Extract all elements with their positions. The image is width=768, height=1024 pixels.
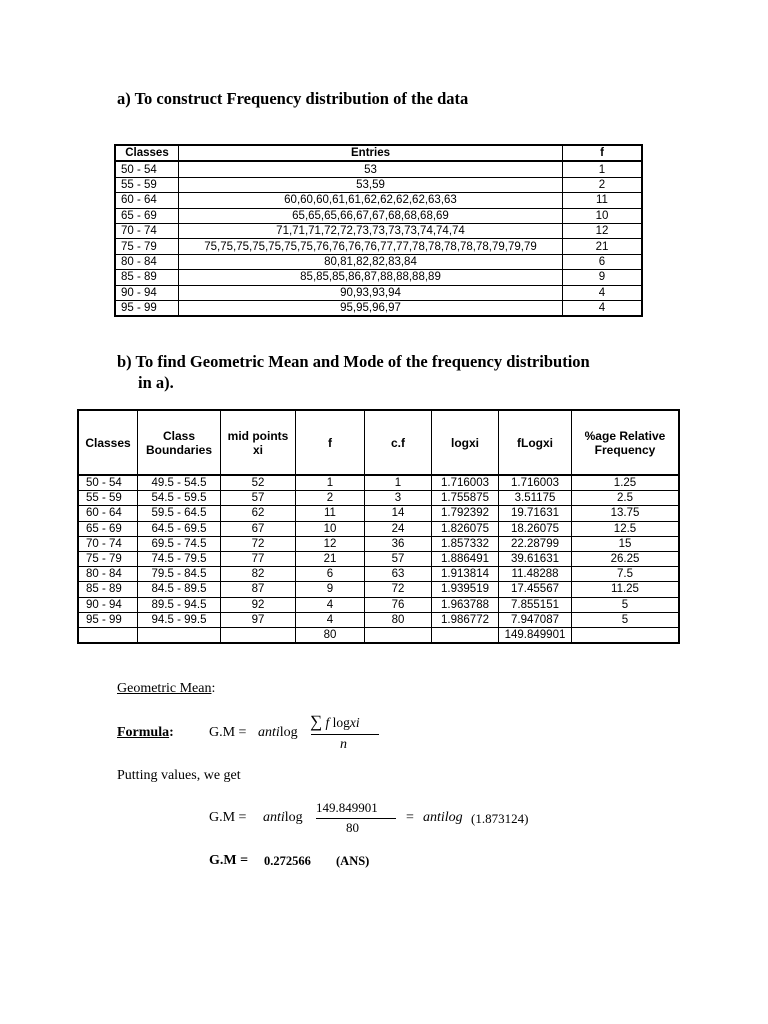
total-cell-cf [365, 627, 432, 643]
cell-relative-frequency: 5 [572, 597, 680, 612]
geometric-mean-table [77, 409, 680, 644]
formula-denominator: n [340, 737, 347, 752]
cell-flogxi: 19.71631 [499, 506, 572, 521]
cell-midpoint: 92 [221, 597, 296, 612]
putting-values-text: Putting values, we get [117, 768, 241, 783]
cell-f: 1 [563, 161, 643, 177]
geometric-mean-title-wrap [117, 681, 215, 697]
frequency-table-row [115, 300, 642, 316]
frequency-table-row [115, 270, 642, 285]
cell-f: 12 [296, 536, 365, 551]
cell-relative-frequency: 13.75 [572, 506, 680, 521]
formula-gm: G.M = [209, 725, 247, 740]
cell-logxi: 1.755875 [432, 491, 499, 506]
cell-class: 60 - 64 [115, 193, 179, 208]
cell-midpoint: 57 [221, 491, 296, 506]
cell-entries: 75,75,75,75,75,75,75,76,76,76,76,77,77,78,78,78,78,78,79,79,79 [179, 239, 563, 254]
cell-entries: 85,85,85,86,87,88,88,88,89 [179, 270, 563, 285]
cell-f: 11 [563, 193, 643, 208]
cell-entries: 80,81,82,82,83,84 [179, 254, 563, 269]
cell-flogxi: 3.51175 [499, 491, 572, 506]
cell-entries: 65,65,65,66,67,67,68,68,68,69 [179, 208, 563, 223]
total-cell-flogxi: 149.849901 [499, 627, 572, 643]
geometric-mean-table-row [78, 612, 679, 627]
formula-sigma: ∑ [310, 712, 323, 731]
cell-logxi: 1.826075 [432, 521, 499, 536]
cell-class: 60 - 64 [78, 506, 138, 521]
cell-f: 1 [296, 475, 365, 491]
total-cell-boundaries [138, 627, 221, 643]
header-logxi: logxi [432, 410, 499, 475]
cell-entries: 53 [179, 161, 563, 177]
geometric-mean-colon: : [211, 681, 216, 696]
formula-antilog [258, 725, 298, 741]
cell-cf: 3 [365, 491, 432, 506]
total-cell-logxi [432, 627, 499, 643]
cell-class: 75 - 79 [115, 239, 179, 254]
cell-class: 80 - 84 [115, 254, 179, 269]
cell-cf: 80 [365, 612, 432, 627]
cell-class: 70 - 74 [78, 536, 138, 551]
cell-cf: 1 [365, 475, 432, 491]
cell-boundaries: 89.5 - 94.5 [138, 597, 221, 612]
cell-f: 12 [563, 223, 643, 238]
cell-relative-frequency: 11.25 [572, 582, 680, 597]
cell-f: 2 [563, 177, 643, 192]
formula-numer-xi: xi [349, 715, 360, 730]
result-ans: (ANS) [336, 854, 370, 868]
formula-label-wrap [117, 725, 174, 741]
cell-f: 4 [563, 285, 643, 300]
formula-colon: : [169, 725, 174, 740]
cell-cf: 76 [365, 597, 432, 612]
calc-numerator: 149.849901 [316, 800, 378, 815]
section-b-heading-line2: in a). [138, 373, 174, 392]
frequency-table-row [115, 254, 642, 269]
cell-relative-frequency: 5 [572, 612, 680, 627]
cell-class: 65 - 69 [115, 208, 179, 223]
formula-numerator [310, 712, 360, 732]
cell-class: 70 - 74 [115, 223, 179, 238]
cell-class: 50 - 54 [115, 161, 179, 177]
formula-numer-log: log [332, 715, 350, 730]
header-entries: Entries [179, 145, 563, 161]
cell-f: 4 [296, 612, 365, 627]
cell-flogxi: 1.716003 [499, 475, 572, 491]
section-b-heading-line1: b) To find Geometric Mean and Mode of the frequency distribution [117, 352, 590, 371]
calc-log: log [284, 810, 303, 825]
cell-logxi: 1.939519 [432, 582, 499, 597]
cell-boundaries: 69.5 - 74.5 [138, 536, 221, 551]
result-gm: G.M = [209, 853, 249, 868]
cell-midpoint: 52 [221, 475, 296, 491]
cell-flogxi: 39.61631 [499, 551, 572, 566]
cell-relative-frequency: 15 [572, 536, 680, 551]
cell-f: 10 [296, 521, 365, 536]
cell-class: 55 - 59 [115, 177, 179, 192]
section-b-heading [117, 351, 657, 393]
formula-anti: anti [258, 725, 280, 740]
total-cell-f: 80 [296, 627, 365, 643]
cell-midpoint: 87 [221, 582, 296, 597]
frequency-table [114, 144, 643, 317]
frequency-table-row [115, 239, 642, 254]
cell-entries: 60,60,60,61,61,62,62,62,62,63,63 [179, 193, 563, 208]
geometric-mean-table-header [78, 410, 679, 475]
geometric-mean-table-row [78, 521, 679, 536]
cell-class: 50 - 54 [78, 475, 138, 491]
cell-class: 90 - 94 [115, 285, 179, 300]
cell-entries: 95,95,96,97 [179, 300, 563, 316]
frequency-table-row [115, 161, 642, 177]
cell-class: 85 - 89 [78, 582, 138, 597]
cell-f: 21 [563, 239, 643, 254]
cell-f: 9 [296, 582, 365, 597]
geometric-mean-table-row [78, 536, 679, 551]
formula-log: log [279, 725, 298, 740]
cell-midpoint: 72 [221, 536, 296, 551]
header-relative-frequency: %age Relative Frequency [572, 410, 680, 475]
cell-relative-frequency: 12.5 [572, 521, 680, 536]
cell-cf: 24 [365, 521, 432, 536]
formula-label: Formula [117, 725, 170, 740]
cell-f: 21 [296, 551, 365, 566]
geometric-mean-table-row [78, 551, 679, 566]
header-classes: Classes [115, 145, 179, 161]
cell-f: 4 [296, 597, 365, 612]
frequency-table-row [115, 193, 642, 208]
cell-f: 11 [296, 506, 365, 521]
cell-midpoint: 77 [221, 551, 296, 566]
frequency-table-header [115, 145, 642, 161]
formula-fraction-bar [311, 734, 379, 735]
cell-midpoint: 97 [221, 612, 296, 627]
geometric-mean-table-row [78, 567, 679, 582]
cell-class: 95 - 99 [115, 300, 179, 316]
calc-denominator: 80 [346, 820, 359, 835]
geometric-mean-table-row [78, 597, 679, 612]
cell-f: 6 [296, 567, 365, 582]
calc-antilog-arg: (1.873124) [471, 811, 529, 826]
cell-cf: 14 [365, 506, 432, 521]
cell-boundaries: 74.5 - 79.5 [138, 551, 221, 566]
cell-logxi: 1.986772 [432, 612, 499, 627]
cell-class: 55 - 59 [78, 491, 138, 506]
cell-class: 85 - 89 [115, 270, 179, 285]
cell-flogxi: 7.947087 [499, 612, 572, 627]
cell-boundaries: 54.5 - 59.5 [138, 491, 221, 506]
cell-entries: 53,59 [179, 177, 563, 192]
calc-antilog-word: antilog [423, 810, 463, 825]
cell-flogxi: 22.28799 [499, 536, 572, 551]
cell-entries: 90,93,93,94 [179, 285, 563, 300]
totals-row [78, 627, 679, 643]
calc-equals: = [406, 810, 414, 825]
section-a-heading: a) To construct Frequency distribution of the data [117, 89, 469, 108]
result-value: 0.272566 [264, 854, 311, 868]
cell-entries: 71,71,71,72,72,73,73,73,73,74,74,74 [179, 223, 563, 238]
geometric-mean-title: Geometric Mean [117, 681, 212, 696]
total-cell-relative-frequency [572, 627, 680, 643]
cell-logxi: 1.857332 [432, 536, 499, 551]
cell-boundaries: 49.5 - 54.5 [138, 475, 221, 491]
cell-f: 9 [563, 270, 643, 285]
cell-boundaries: 79.5 - 84.5 [138, 567, 221, 582]
calc-anti: anti [263, 810, 285, 825]
header-classes: Classes [78, 410, 138, 475]
cell-logxi: 1.716003 [432, 475, 499, 491]
cell-logxi: 1.792392 [432, 506, 499, 521]
cell-boundaries: 64.5 - 69.5 [138, 521, 221, 536]
cell-cf: 36 [365, 536, 432, 551]
cell-flogxi: 7.855151 [499, 597, 572, 612]
geometric-mean-table-row [78, 582, 679, 597]
geometric-mean-table-row [78, 491, 679, 506]
cell-class: 90 - 94 [78, 597, 138, 612]
cell-f: 4 [563, 300, 643, 316]
cell-relative-frequency: 26.25 [572, 551, 680, 566]
header-f: f [563, 145, 643, 161]
formula-numer-f: f [325, 715, 330, 730]
cell-boundaries: 94.5 - 99.5 [138, 612, 221, 627]
cell-logxi: 1.886491 [432, 551, 499, 566]
calc-gm: G.M = [209, 810, 247, 825]
cell-class: 95 - 99 [78, 612, 138, 627]
cell-relative-frequency: 7.5 [572, 567, 680, 582]
geometric-mean-table-row [78, 475, 679, 491]
header-mid-points: mid points xi [221, 410, 296, 475]
header-f: f [296, 410, 365, 475]
cell-f: 6 [563, 254, 643, 269]
cell-class: 80 - 84 [78, 567, 138, 582]
frequency-table-row [115, 208, 642, 223]
header-flogxi: fLogxi [499, 410, 572, 475]
total-cell-midpoint [221, 627, 296, 643]
cell-class: 75 - 79 [78, 551, 138, 566]
cell-flogxi: 17.45567 [499, 582, 572, 597]
cell-logxi: 1.963788 [432, 597, 499, 612]
cell-relative-frequency: 1.25 [572, 475, 680, 491]
cell-flogxi: 18.26075 [499, 521, 572, 536]
cell-midpoint: 82 [221, 567, 296, 582]
header-class-boundaries: Class Boundaries [138, 410, 221, 475]
cell-class: 65 - 69 [78, 521, 138, 536]
calc-antilog [263, 810, 303, 826]
cell-relative-frequency: 2.5 [572, 491, 680, 506]
frequency-table-row [115, 223, 642, 238]
cell-f: 10 [563, 208, 643, 223]
cell-midpoint: 62 [221, 506, 296, 521]
header-cf: c.f [365, 410, 432, 475]
total-cell-class [78, 627, 138, 643]
frequency-table-row [115, 177, 642, 192]
cell-boundaries: 59.5 - 64.5 [138, 506, 221, 521]
cell-f: 2 [296, 491, 365, 506]
cell-cf: 72 [365, 582, 432, 597]
cell-cf: 57 [365, 551, 432, 566]
cell-cf: 63 [365, 567, 432, 582]
cell-midpoint: 67 [221, 521, 296, 536]
cell-logxi: 1.913814 [432, 567, 499, 582]
geometric-mean-table-row [78, 506, 679, 521]
frequency-table-row [115, 285, 642, 300]
calc-fraction-bar [316, 818, 396, 819]
cell-flogxi: 11.48288 [499, 567, 572, 582]
cell-boundaries: 84.5 - 89.5 [138, 582, 221, 597]
